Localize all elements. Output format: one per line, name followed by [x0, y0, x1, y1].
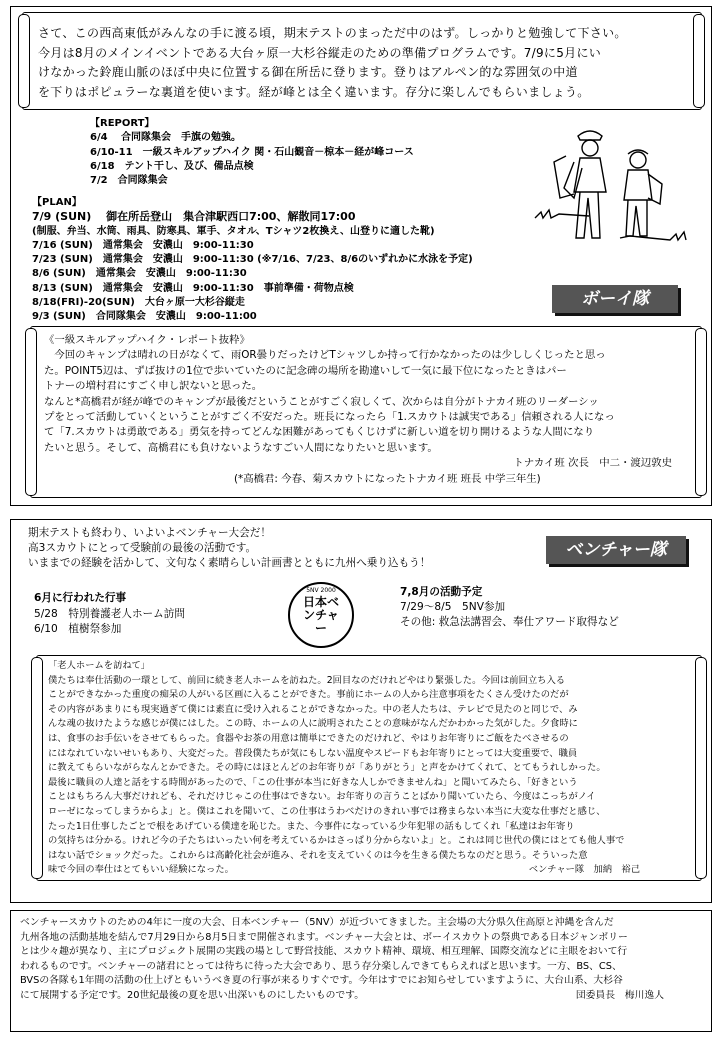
scroll-curl-right [695, 657, 707, 879]
intro-line: けなかった鈴鹿山脈のほぼ中央に位置する御在所岳に登ります。登りはアルペン的な雰囲気の中道 [38, 65, 578, 79]
boy-intro-text [38, 24, 688, 102]
scroll-curl-left [31, 657, 43, 879]
intro-line: を下りはポピュラーな裏道を使います。経が峰とは全く違います。存分に楽しんでもらいましょう。 [38, 84, 590, 99]
logo-main-text: 日本ベンチャー [302, 595, 339, 635]
july-plan-heading: 7,8月の活動予定 [400, 586, 483, 598]
report-heading: 【REPORT】 [90, 118, 155, 129]
venture-section-badge: ベンチャー隊 [546, 536, 686, 564]
intro-line: さて、この西高東低がみんなの手に渡る頃，期末テストのまっただ中のはず。しっかりと勉強して下さい。 [38, 26, 627, 40]
nursing-home-title: 「老人ホームを訪ねて」 [48, 660, 151, 671]
nursing-line: ローゼになってしまうからよ」と。僕はこれを聞いて、この仕事はうわべだけのきれい事では務まらない本当に大変な仕事だと感じ、 [48, 805, 606, 817]
logo-top-text: 5NV 2000 [306, 587, 336, 594]
plan-item: 8/18(FRI)-20(SUN) 大台ヶ原一大杉谷縦走 [32, 297, 245, 309]
venture-intro-line: いままでの経験を活かして、文句なく素晴らしい計画書とともに九州へ乗り込もう！ [28, 557, 431, 569]
news-line: われるものです。ベンチャーの諸君にとっては待ちに待った大会であり、思う存分楽しんできてもらえればと思います。一方、BS、CS、 [20, 960, 622, 972]
report-line: プをとって活動していくということがすごく不安だった。班長になったら「1.スカウトは誠実である」信頼される人になっ [44, 411, 615, 424]
report-note: (*高橋君: 今春、菊スカウトになったトナカイ班 班長 中学三年生) [234, 472, 541, 485]
nippon-venture-logo [288, 582, 354, 648]
nursing-line: 味で今回の奉仕はとてもいい経験になった。 [48, 864, 234, 876]
boy-section-badge: ボーイ隊 [552, 285, 678, 313]
report-item: 6/4 合同隊集会 手旗の勉強。 [90, 132, 242, 144]
nursing-line: 最後に職員の人達と話をする時間があったので、「この仕事が本当に好きな人しかできませんね」と聞いてみたら、「好きという [48, 776, 578, 788]
report-line: トナーの増村君にすごく申し訳ないと思った。 [44, 380, 263, 393]
nursing-signature: ベンチャー隊 加納 裕己 [528, 864, 640, 876]
nursing-line: ことはもちろん大事だけれども、それだけじゃこの仕事はできない。お年寄りの言うことばかり聞いていたら、今度はこっちがノイ [48, 791, 596, 803]
plan-item: 7/16 (SUN) 通常集会 安濃山 9:00-11:30 [32, 239, 254, 251]
report-section [90, 117, 510, 188]
june-events [34, 591, 274, 638]
report-line: なんと*高橋君が経が峰でのキャンプが最後だということがすごく寂しくて、次からは自分がトナカイ班のリーダーシッ [44, 395, 599, 408]
june-event-item: 5/28 特別養護老人ホーム訪問 [34, 607, 185, 620]
report-line: たいと思う。そして、高橋君にも負けないようなすごい人間になりたいと思います。 [44, 441, 438, 454]
nursing-line: はない話でショックだった。これからは高齢化社会が進み、それを支えていくのは今を生きる僕たちなのだと思う。そういった意 [48, 849, 588, 861]
nursing-home-text [48, 659, 690, 878]
nursing-line: んな魂の抜けたような感じが僕にはした。この時、ホームの人に説明されたことの意味がなんだかわかった気がした。夕食時に [48, 718, 578, 730]
news-last-row [20, 989, 704, 1004]
bottom-news-text [20, 916, 704, 1004]
report-item: 6/10-11 一級スキルアップハイク 関・石山観音－椋本－経が峰コース [90, 146, 414, 158]
news-line: とは少々趣が異なり、主にプロジェクト展開の実践の場として野営技能、スカウト精神、環境、相互理解、国際交流などに主眼をおいて行 [20, 946, 628, 958]
plan-item: (制服、弁当、水筒、雨具、防寒具、軍手、タオル、Tシャツ2枚換え、山登りに適した靴) [32, 225, 435, 237]
june-events-heading: 6月に行われた行事 [34, 592, 127, 604]
report-line: た。POINT5辺は、ずば抜けの1位で歩いていたのに記念碑の場所を勘違いして一気に最下位になったときはパー [44, 364, 567, 377]
news-line: ベンチャースカウトのための4年に一度の大会、日本ベンチャー（5NV）が近づいてきました。主会場の大分県久住高原と沖縄を含んだ [20, 917, 614, 928]
report-line: 今回のキャンプは晴れの日がなくて、雨OR曇りだったけどTシャツしか持って行かなかったのは少ししくじったと思っ [44, 349, 606, 362]
plan-item: 7/23 (SUN) 通常集会 安濃山 9:00-11:30 (※7/16、7/23、8/6のいずれかに水泳を予定) [32, 254, 473, 266]
plan-section [32, 196, 552, 325]
news-line: BVSの各隊も1年間の活動の仕上げともいうべき夏の行事が来るりすぐです。今年はすでにお知らせしていますように、大台山系、大杉谷 [20, 975, 623, 987]
nursing-line: に教えてもらいながらなんとかできた。その時にはほとんどのお年寄りが「ありがとう」と声をかけてくれて、とてもうれしかった。 [48, 762, 606, 774]
news-line: にて展開する予定です。20世紀最後の夏を思い出深いものにしたいものです。 [20, 989, 364, 1001]
scroll-curl-left [18, 14, 30, 108]
scroll-curl-left [25, 328, 37, 496]
nursing-last-row [48, 863, 690, 878]
july-plan-item: 7/29〜8/5 5NV参加 [400, 601, 506, 613]
report-item: 7/2 合同隊集会 [90, 175, 168, 187]
june-event-item: 6/10 植樹祭参加 [34, 623, 122, 635]
plan-item: 8/13 (SUN) 通常集会 安濃山 9:00-11:30 事前準備・荷物点検 [32, 282, 354, 294]
plan-item: 7/9 (SUN) 御在所岳登山 集合津駅西口7:00、解散同17:00 [32, 210, 356, 224]
plan-item: 8/6 (SUN) 通常集会 安濃山 9:00-11:30 [32, 268, 247, 280]
scroll-curl-right [693, 14, 705, 108]
july-plan [400, 585, 700, 630]
scouts-illustration [530, 118, 690, 258]
nursing-line: 僕たちは奉仕活動の一環として、前回に続き老人ホームを訪ねた。2回目なのだけれどやはり緊張した。今回は前回立ち入る [48, 674, 566, 686]
venture-intro-line: 高3スカウトにとって受験前の最後の活動です。 [28, 542, 257, 554]
report-signature: トナカイ班 次長 中二・渡辺敦史 [513, 457, 672, 470]
skill-report-title: 《一級スキルアップハイク・レポート抜粋》 [44, 334, 250, 346]
nursing-line: ことができなかった重度の痴呆の人がいる区画に入ることができた。事前にホームの人から注意事項をたくさん受けたのだが [48, 689, 569, 701]
news-line: 九州各地の活動基地を結んで7月29日から8月5日まで開催されます。ベンチャー大会とは、ボーイスカウトの祭典である日本ジャンボリー [20, 931, 628, 943]
plan-heading: 【PLAN】 [32, 197, 82, 208]
nursing-line: の気持ちは分かる。けれど今の子たちはいったい何を考えているかはさっぱり分からないよ」と。これは同じ世代の僕にはとても他人事で [48, 835, 625, 847]
venture-intro [28, 526, 528, 571]
july-plan-item: その他: 救急法講習会、奉仕アワード取得など [400, 616, 619, 628]
scroll-curl-right [695, 328, 707, 496]
skill-report-text [44, 333, 692, 487]
intro-line: 今月は8月のメインイベントである大台ヶ原一大杉谷縦走のための準備プログラムです。7/9に5月にい [38, 45, 602, 60]
nursing-line: にはなれていないせいもあり、大変だった。普段僕たちが気にもしない温度やスピードもお年寄りにとっては大変重要で、職員 [48, 747, 578, 759]
venture-intro-line: 期末テストも終わり、いよいよベンチャー大会だ！ [28, 527, 271, 539]
report-line: て「7.スカウトは勇敢である」勇気を持ってどんな困難があってもくじけずに新しい道を切り開けるような人間になり [44, 426, 595, 439]
nursing-line: たった1日仕事したごとで根をあげている僕達を恥じた。また、今事件になっている少年犯罪の話もしてくれ「私達はお年寄り [48, 820, 575, 832]
news-signature: 団委員長 梅川逸人 [575, 989, 664, 1001]
nursing-line: は、食事のお手伝いをさせてもらった。食器やお茶の用意は簡単にできたのだけれど、やはりお年寄りにご飯をたべさせるの [48, 732, 569, 744]
nursing-line: その内容があまりにも現実過ぎて僕には素直に受け入れることができなかった。中の老人たちは、テレビで見たのと同じで、み [48, 703, 578, 715]
plan-item: 9/3 (SUN) 合同隊集会 安濃山 9:00-11:00 [32, 311, 257, 323]
report-item: 6/18 テント干し、及び、備品点検 [90, 160, 254, 172]
